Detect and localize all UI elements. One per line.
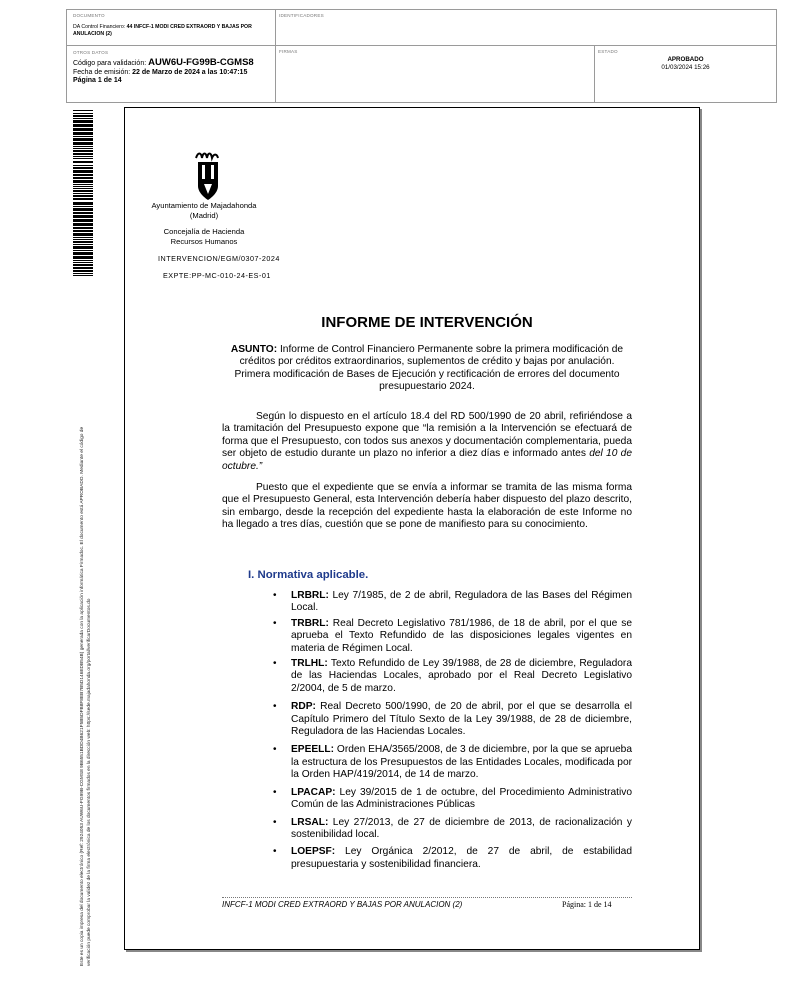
identificadores-cell [276, 10, 776, 46]
codigo-value[interactable]: AUW6U-FG99B-CGMS8 [148, 57, 254, 68]
barcode-bar [73, 124, 93, 127]
barcode-bar [73, 227, 93, 229]
barcode-bar [73, 206, 93, 207]
barcode-bar [73, 156, 93, 157]
barcode-bar [73, 158, 93, 159]
documento-description [73, 24, 269, 38]
concejalia-line-1: Concejalía de Hacienda [163, 227, 245, 236]
coat-of-arms-logo [190, 150, 226, 202]
side-note-line-2: verificación puede comprobar la validez de la firma electrónica de los documentos firmados en la dirección web: https://sede.majadahonda.org/portal/verificarDocumentos.do [86, 598, 92, 966]
documento-cell [67, 10, 276, 46]
asunto-label: ASUNTO: [230, 344, 278, 355]
paragraph-1-italic: del 10 de octubre.” [222, 448, 632, 472]
list-item [270, 787, 632, 812]
barcode-bar [73, 208, 93, 211]
barcode-bar [73, 174, 93, 176]
normativa-description: Ley 7/1985, de 2 de abril, Reguladora de las Bases del Régimen Local. [291, 590, 632, 614]
bullet-icon: • [273, 786, 277, 798]
barcode-bar [73, 190, 93, 192]
barcode-bar [73, 252, 93, 255]
barcode-bar [73, 264, 93, 266]
list-item [270, 618, 632, 655]
list-item [270, 590, 632, 615]
identificadores-label: IDENTIFICADORES [279, 13, 324, 18]
documento-title: 44 INFCF-1 MODI CRED EXTRAORD Y BAJAS POR ANULACION (2) [73, 24, 252, 37]
barcode-bar [73, 128, 93, 131]
estado-cell [595, 46, 776, 102]
side-note-line-1: Este es un copia impresa del documento electrónico (Ref: 2924053 AUW6U-FG99B-CGMS8 9B6551BDD4B621F5B5DFB8F8EB7B5D146EDB54B) generada con la aplicación informática Firmadoc. El documento está APROBADO. Mediante el código de [80, 426, 85, 966]
section-heading: I. Normativa aplicable. [248, 569, 369, 581]
barcode-bar [73, 188, 93, 189]
barcode-bar [73, 148, 93, 149]
normativa-description: Texto Refundido de Ley 39/1988, de 28 de diciembre, Reguladora de las Haciendas Locales, aprobado por el Real Decreto Legislativo 2/2004, de 5 de marzo. [291, 658, 632, 694]
firmas-cell [276, 46, 595, 102]
barcode-bar [73, 237, 93, 238]
barcode-bar [73, 223, 93, 226]
barcode-bar [73, 250, 93, 251]
barcode-bar [73, 180, 93, 183]
barcode-bar [73, 177, 93, 179]
concejalia-line-2: Recursos Humanos [170, 237, 238, 246]
barcode-bar [73, 230, 93, 232]
barcode-bar [73, 267, 93, 269]
barcode-bar [73, 184, 93, 185]
bullet-icon: • [273, 617, 277, 629]
barcode-bar [73, 212, 93, 214]
location-line: (Madrid) [189, 211, 219, 220]
asunto-text: Informe de Control Financiero Permanente sobre la primera modificación de créditos por créditos extraordinarios, suplementos de crédito y bajas por anulación. Primera modificación de Bases de Ejecución y rectificación de errores del documento presupuestario 2024. [234, 344, 624, 393]
documento-prefix: DA Control Financiero: [73, 24, 126, 30]
barcode-bar [73, 239, 93, 240]
normativa-description: Ley Orgánica 2/2012, de 27 de abril, de estabilidad presupuestaria y sostenibilidad financiera. [291, 846, 632, 870]
barcode-bar [73, 132, 93, 135]
asunto-block [230, 344, 624, 394]
bullet-icon: • [273, 701, 277, 713]
bullet-icon: • [273, 658, 277, 670]
footer-document-name: INFCF-1 MODI CRED EXTRAORD Y BAJAS POR ANULACION (2) [222, 900, 463, 909]
normativa-abbreviation: LPACAP: [291, 786, 336, 798]
barcode-bar [73, 115, 93, 117]
ayuntamiento-name [134, 201, 274, 221]
normativa-abbreviation: LRSAL: [291, 816, 329, 828]
barcode-bar [73, 170, 93, 173]
bullet-icon: • [273, 816, 277, 828]
barcode-bar [73, 193, 93, 194]
fecha-value: 22 de Marzo de 2024 a las 10:47:15 [132, 68, 248, 76]
estado-date: 01/03/2024 15:26 [661, 64, 710, 71]
barcode-bar [73, 273, 93, 274]
fecha-label: Fecha de emisión: [73, 68, 131, 76]
barcode-bar [73, 165, 93, 166]
bullet-icon: • [273, 590, 277, 601]
footer-page-number: Página: 1 de 14 [562, 900, 612, 909]
verification-side-note [80, 296, 93, 966]
paragraph-2 [222, 482, 632, 532]
barcode-bar [73, 136, 93, 137]
pagina-count: Página 1 de 14 [73, 77, 122, 84]
barcode-bar [73, 167, 93, 169]
otros-datos-label: OTROS DATOS [73, 50, 109, 55]
firmas-label: FIRMAS [279, 49, 298, 54]
concejalia-name [134, 227, 274, 247]
estado-status: APROBADO [667, 56, 704, 63]
normativa-abbreviation: TRBRL: [291, 617, 329, 629]
fecha-line [73, 69, 269, 78]
normativa-description: Real Decreto 500/1990, de 20 de abril, por el que se desarrolla el Capítulo Primero del Título Sexto de la Ley 39/1988, de 28 de diciembre, Reguladora de las Haciendas Locales. [291, 701, 632, 738]
list-item [270, 744, 632, 781]
page-title: INFORME DE INTERVENCIÓN [321, 314, 533, 331]
barcode-bar [73, 118, 93, 119]
barcode-bar [73, 198, 93, 200]
barcode-bar [73, 113, 93, 114]
barcode-bar [73, 241, 93, 243]
barcode-bar [73, 215, 93, 218]
normativa-description: Ley 27/2013, de 27 de diciembre de 2013, de racionalización y sostenibilidad local. [291, 816, 632, 840]
list-item [270, 846, 632, 871]
barcode-bar [73, 202, 93, 205]
paragraph-1-text: Según lo dispuesto en el artículo 18.4 del RD 500/1990 de 20 abril, refiriéndose a la tramitación del Presupuesto expone que “la remisión a la Intervención se efectuará de forma que el Presupuesto, con todos sus anexos y documentación complementaria, pueda ser objeto de estudio durante un plazo no inferior a diez días e informado antes [222, 411, 633, 460]
codigo-line [73, 59, 269, 69]
normativa-abbreviation: LOEPSF: [291, 846, 336, 858]
barcode-bar [73, 260, 93, 261]
barcode-bar [73, 161, 93, 163]
normativa-abbreviation: EPEELL: [291, 744, 335, 756]
barcode-bar [73, 186, 93, 187]
list-item [270, 817, 632, 842]
validation-header [66, 9, 777, 103]
barcode-bar [73, 110, 93, 111]
normativa-description: Ley 39/2015 de 1 de octubre, del Procedimiento Administrativo Común de las Administraciones Públicas [291, 786, 632, 811]
intervencion-reference: INTERVENCION/EGM/0307-2024 [158, 254, 280, 263]
barcode-bar [73, 138, 93, 141]
barcode-bar [73, 146, 93, 147]
barcode-bar [73, 150, 93, 152]
barcode-bar [73, 195, 93, 197]
barcode-bar [73, 244, 93, 245]
footer-divider [222, 897, 632, 898]
otros-datos-cell [67, 46, 276, 102]
barcode-bar [73, 142, 93, 145]
list-item [270, 658, 632, 695]
barcode-bar [73, 275, 93, 276]
paragraph-1 [222, 411, 632, 473]
bullet-icon: • [273, 744, 277, 756]
normativa-description: Real Decreto Legislativo 781/1986, de 18 de abril, por el que se aprueba el Texto Refundido de las disposiciones legales vigentes en materia de Régimen Local. [291, 617, 632, 654]
barcode-bar [73, 153, 93, 155]
barcode-bar [73, 233, 93, 236]
bullet-icon: • [273, 846, 277, 858]
list-item [270, 701, 632, 738]
barcode-image [73, 110, 93, 276]
normativa-abbreviation: RDP: [291, 701, 316, 713]
documento-label: DOCUMENTO [73, 13, 105, 18]
codigo-label: Código para validación: [73, 60, 147, 67]
expediente-reference: EXPTE:PP-MC-010-24-ES-01 [163, 271, 271, 280]
normativa-description: Orden EHA/3565/2008, de 3 de diciembre, por la que se aprueba la estructura de los Presupuestos de las Entidades Locales, modificada por la Orden HAP/419/2014, de 14 de marzo. [291, 744, 632, 781]
barcode-bar [73, 270, 93, 272]
normativa-abbreviation: LRBRL: [291, 590, 329, 601]
estado-label: ESTADO [598, 49, 618, 54]
barcode-bar [73, 219, 93, 222]
barcode-bar [73, 120, 93, 123]
paragraph-2-text: Puesto que el expediente que se envía a informar se tramita de las misma forma que el Presupuesto General, esta Intervención debería haber dispuesto del plazo descrito, sin embargo, desde la recepción del expediente hasta la elaboración de este Informe no ha llegado a tres días, cuestión que se pone de manifiesto para su conocimiento. [222, 482, 632, 531]
barcode-bar [73, 256, 93, 259]
ayuntamiento-line: Ayuntamiento de Majadahonda [151, 201, 257, 210]
barcode-bar [73, 246, 93, 249]
barcode-bar [73, 262, 93, 263]
normativa-list [270, 590, 632, 871]
normativa-abbreviation: TRLHL: [291, 658, 328, 670]
